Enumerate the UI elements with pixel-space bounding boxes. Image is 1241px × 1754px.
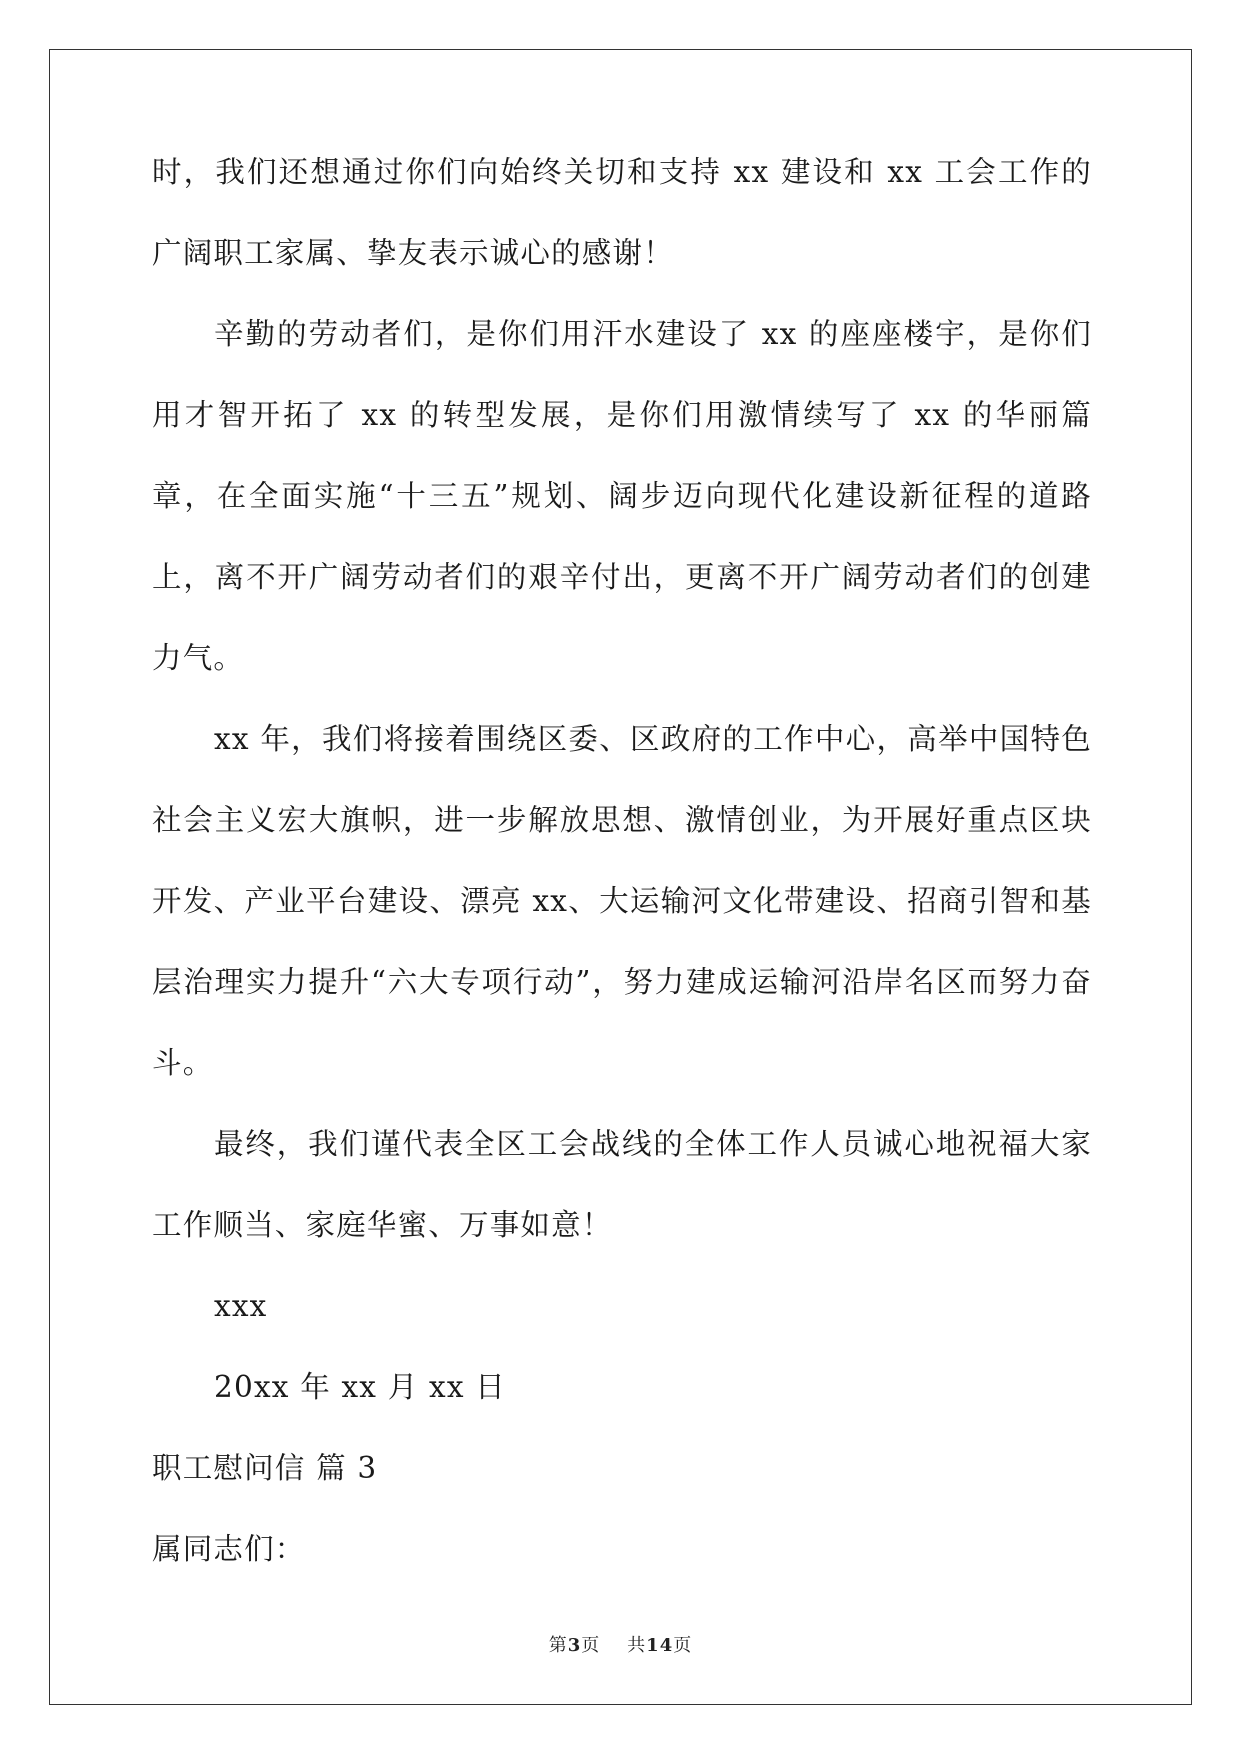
page-footer — [0, 1631, 1241, 1657]
page-suffix: 页 — [581, 1635, 601, 1656]
paragraph-continuation: 时，我们还想通过你们向始终关切和支持 xx 建设和 xx 工会工作的广阔职工家属、挚友表示诚心的感谢！ — [152, 155, 1092, 270]
total-pages: 14 — [646, 1635, 674, 1656]
page-prefix: 第 — [548, 1635, 568, 1656]
total-prefix: 共 — [627, 1635, 647, 1656]
letter-body — [152, 132, 1092, 1590]
section-title: 职工慰问信 篇 3 — [152, 1451, 378, 1485]
paragraph-wishes: 最终，我们谨代表全区工会战线的全体工作人员诚心地祝福大家工作顺当、家庭华蜜、万事如意！ — [152, 1127, 1092, 1242]
paragraph-workers: 辛勤的劳动者们，是你们用汗水建设了 xx 的座座楼宇，是你们用才智开拓了 xx 的转型发展，是你们用激情续写了 xx 的华丽篇章，在全面实施“十三五”规划、阔步迈向现代化建设新征程的道路上，离不开广阔劳动者们的艰辛付出，更离不开广阔劳动者们的创建力气。 — [152, 317, 1092, 675]
salutation: 属同志们： — [152, 1532, 306, 1566]
letter-date: 20xx 年 xx 月 xx 日 — [214, 1370, 506, 1404]
total-suffix: 页 — [673, 1635, 693, 1656]
paragraph-plan: xx 年，我们将接着围绕区委、区政府的工作中心，高举中国特色社会主义宏大旗帜，进一步解放思想、激情创业，为开展好重点区块开发、产业平台建设、漂亮 xx、大运输河文化带建设、招商引智和基层治理实力提升“六大专项行动”，努力建成运输河沿岸名区而努力奋斗。 — [152, 722, 1092, 1080]
signature: xxx — [214, 1289, 268, 1323]
page-number: 3 — [567, 1635, 582, 1656]
